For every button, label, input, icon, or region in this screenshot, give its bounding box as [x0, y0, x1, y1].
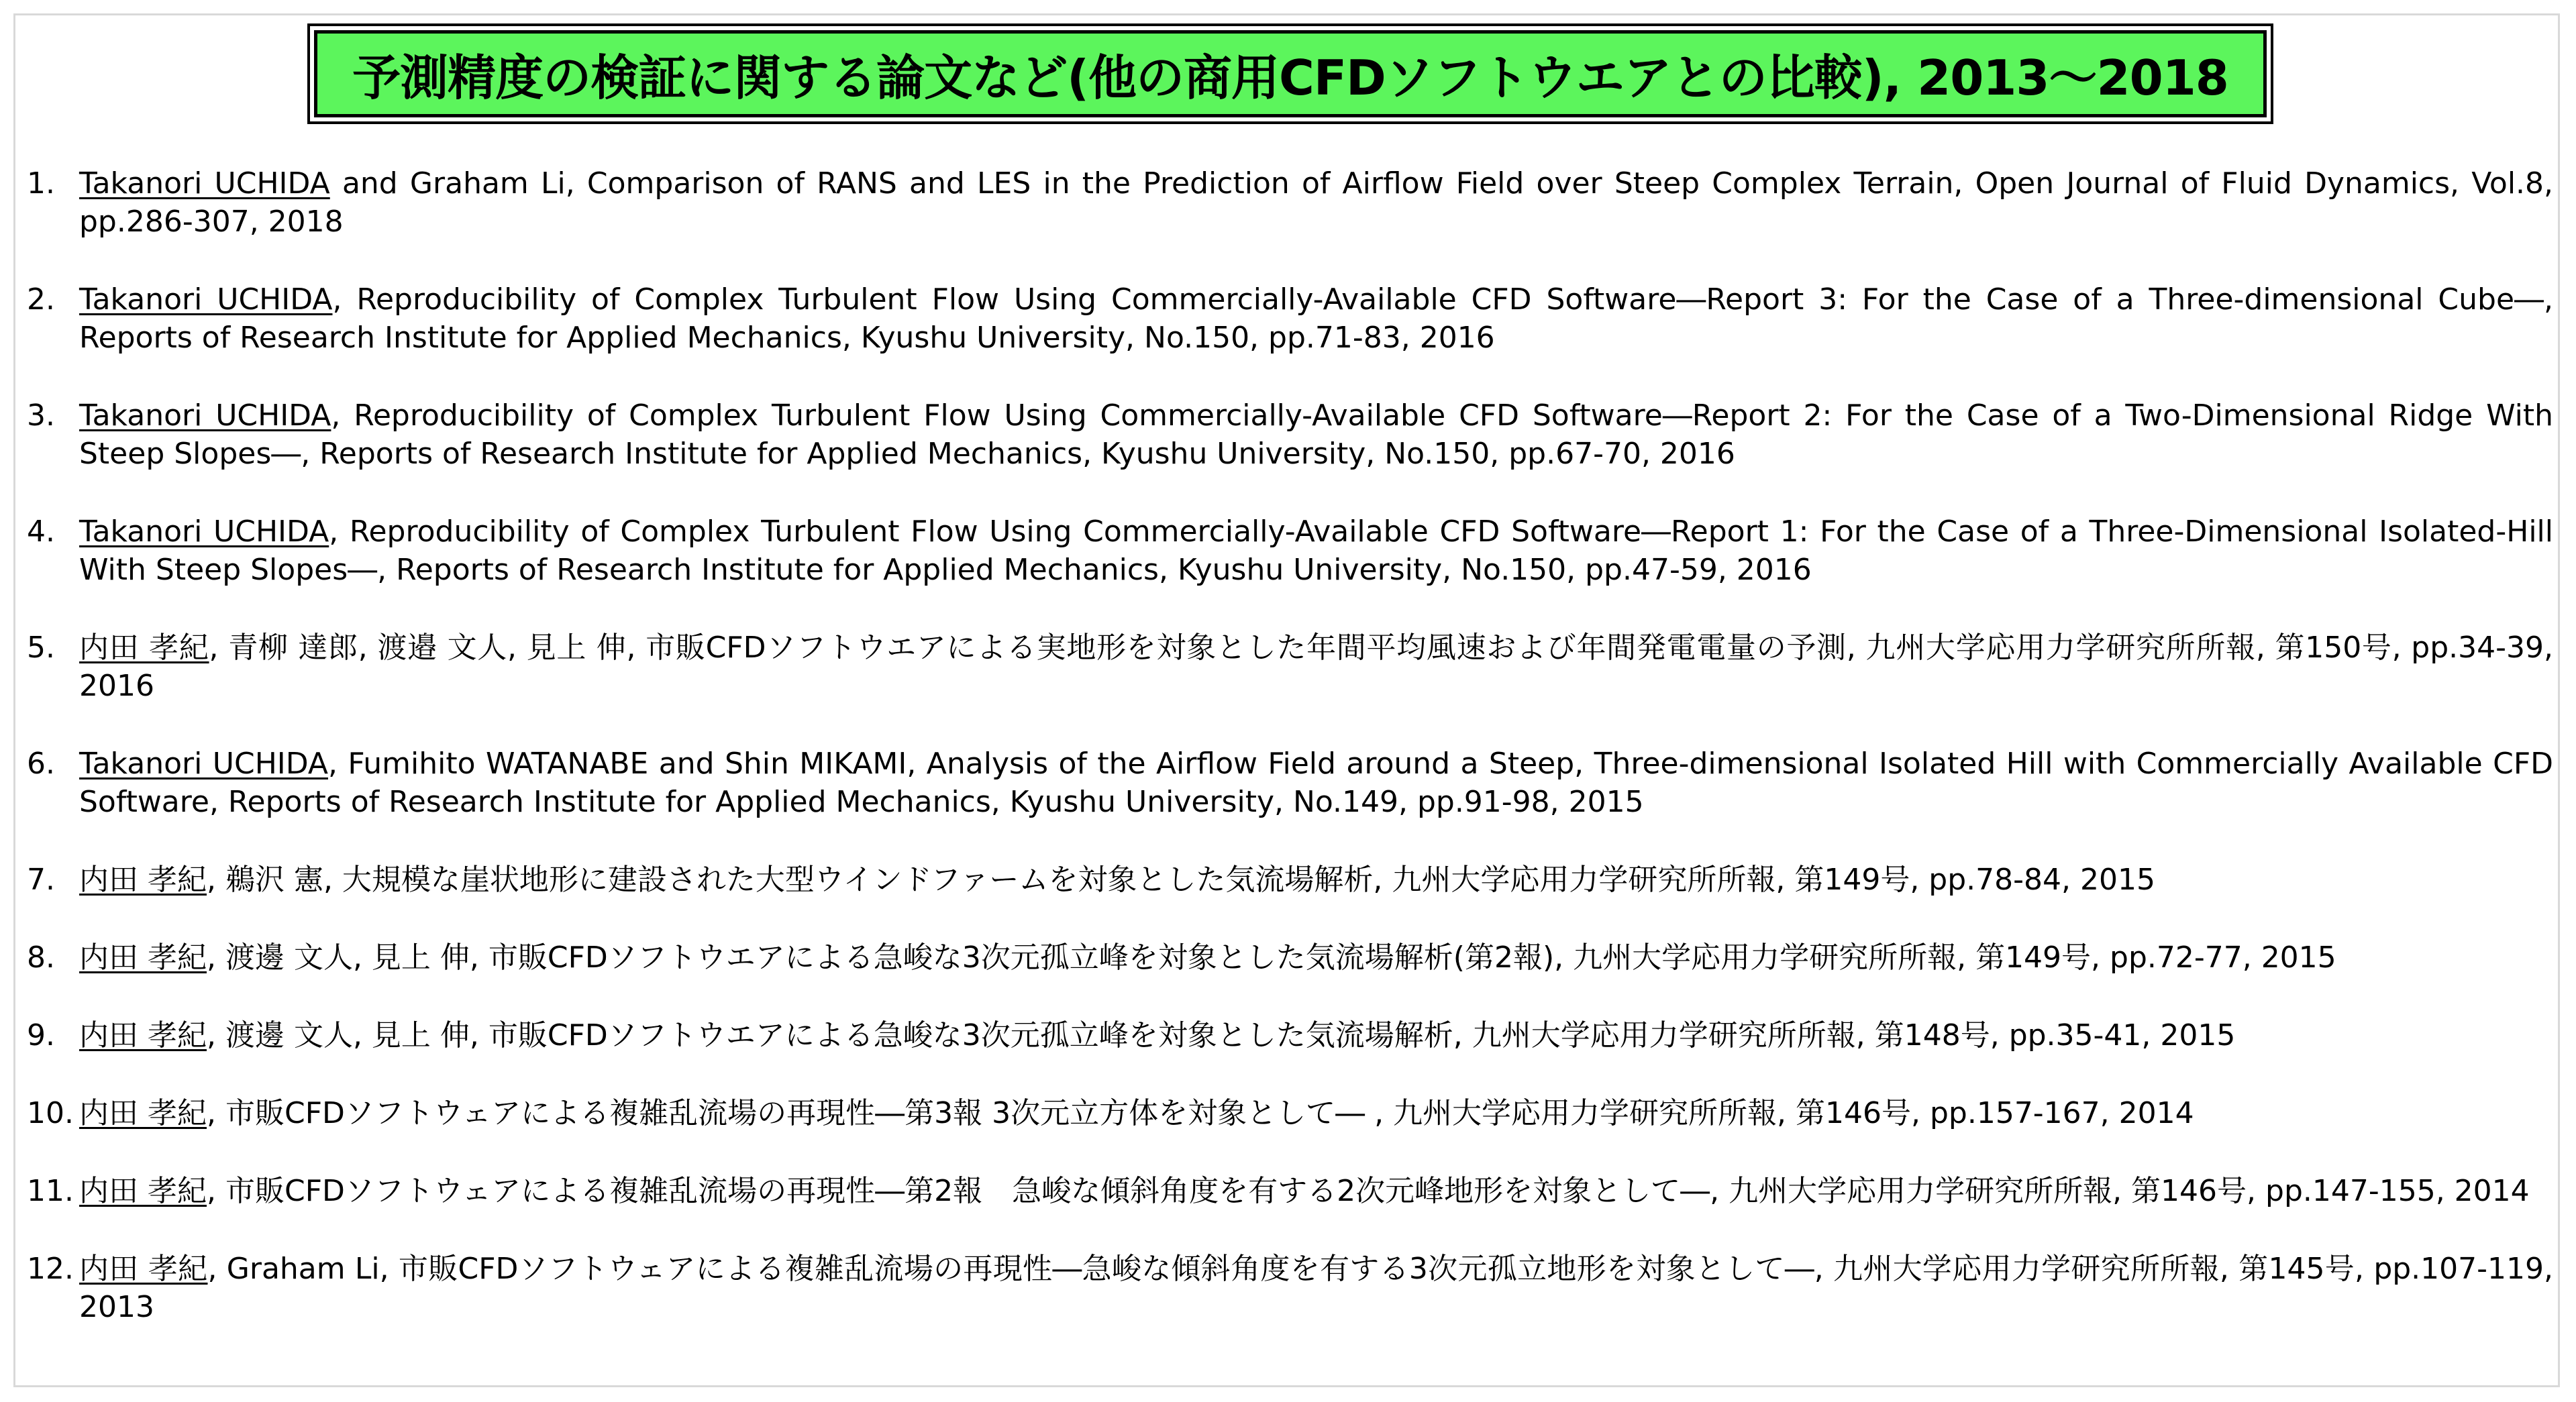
reference-number: 9.: [27, 1018, 55, 1053]
reference-number: 6.: [27, 747, 55, 781]
reference-text: , Reproducibility of Complex Turbulent Flow Using Commercially-Available CFD Software―Report 2: For the Case of a Two-Dimensional Ridge With Steep Slopes―, Reports of Research Institute for Applied Mechanics, Kyushu University, No.150, pp.67-70, 2016: [79, 398, 2554, 471]
reference-author: 内田 孝紀: [79, 1096, 207, 1130]
reference-text: , 鵜沢 憲, 大規模な崖状地形に建設された大型ウインドファームを対象とした気流場解析, 九州大学応用力学研究所所報, 第149号, pp.78-84, 2015: [207, 863, 2155, 897]
reference-author: Takanori UCHIDA: [79, 166, 330, 201]
reference-text: , 市販CFDソフトウェアによる複雑乱流場の再現性―第2報 急峻な傾斜角度を有する2次元峰地形を対象として―, 九州大学応用力学研究所所報, 第146号, pp.147-155, 2014: [207, 1174, 2530, 1208]
page-title: 予測精度の検証に関する論文など(他の商用CFDソフトウエアとの比較), 2013～2018: [352, 50, 2228, 106]
reference-author: Takanori UCHIDA: [79, 747, 328, 781]
reference-text: , 渡邊 文人, 見上 伸, 市販CFDソフトウエアによる急峻な3次元孤立峰を対象とした気流場解析, 九州大学応用力学研究所所報, 第148号, pp.35-41, 2015: [207, 1018, 2236, 1053]
list-item: [27, 280, 2553, 357]
reference-author: 内田 孝紀: [79, 1018, 207, 1053]
reference-number: 1.: [27, 166, 55, 201]
list-item: [27, 1094, 2553, 1132]
reference-author: Takanori UCHIDA: [79, 515, 329, 549]
reference-text: , 市販CFDソフトウェアによる複雑乱流場の再現性―第3報 3次元立方体を対象として― , 九州大学応用力学研究所所報, 第146号, pp.157-167, 2014: [207, 1096, 2194, 1130]
reference-author: 内田 孝紀: [79, 863, 207, 897]
reference-author: Takanori UCHIDA: [79, 398, 331, 433]
reference-number: 11.: [27, 1174, 74, 1208]
reference-number: 5.: [27, 631, 55, 665]
reference-list: [27, 164, 2553, 1366]
list-item: [27, 513, 2553, 589]
reference-number: 3.: [27, 398, 55, 433]
reference-text: , 青柳 達郎, 渡邉 文人, 見上 伸, 市販CFDソフトウエアによる実地形を対象とした年間平均風速および年間発電電量の予測, 九州大学応用力学研究所所報, 第150号, pp.34-39, 2016: [79, 631, 2553, 703]
list-item: [27, 396, 2553, 473]
reference-text: , Fumihito WATANABE and Shin MIKAMI, Analysis of the Airflow Field around a Steep, Three-dimensional Isolated Hill with Commercially Available CFD Software, Reports of Research Institute for Applied Mechanics, Kyushu University, No.149, pp.91-98, 2015: [79, 747, 2554, 819]
reference-number: 8.: [27, 940, 55, 975]
list-item: [27, 629, 2553, 705]
list-item: [27, 1016, 2553, 1055]
reference-number: 2.: [27, 282, 55, 317]
title-banner: [307, 23, 2273, 124]
reference-number: 12.: [27, 1252, 74, 1286]
list-item: [27, 1172, 2553, 1210]
title-banner-inner: [314, 30, 2267, 117]
reference-number: 4.: [27, 515, 55, 549]
reference-number: 7.: [27, 863, 55, 897]
reference-author: 内田 孝紀: [79, 940, 207, 975]
reference-author: 内田 孝紀: [79, 631, 209, 665]
list-item: [27, 1250, 2553, 1326]
reference-author: 内田 孝紀: [79, 1174, 207, 1208]
list-item: [27, 938, 2553, 977]
reference-text: , Reproducibility of Complex Turbulent Flow Using Commercially-Available CFD Software―Report 1: For the Case of a Three-Dimensional Isolated-Hill With Steep Slopes―, Reports of Research Institute for Applied Mechanics, Kyushu University, No.150, pp.47-59, 2016: [79, 515, 2553, 587]
reference-text: , Graham Li, 市販CFDソフトウェアによる複雑乱流場の再現性―急峻な傾斜角度を有する3次元孤立地形を対象として―, 九州大学応用力学研究所所報, 第145号, pp.107-119, 2013: [79, 1252, 2553, 1324]
reference-author: Takanori UCHIDA: [79, 282, 333, 317]
list-item: [27, 861, 2553, 899]
reference-text: and Graham Li, Comparison of RANS and LES in the Prediction of Airflow Field over Steep Complex Terrain, Open Journal of Fluid Dynamics, Vol.8, pp.286-307, 2018: [79, 166, 2554, 239]
list-item: [27, 164, 2553, 241]
reference-text: , 渡邊 文人, 見上 伸, 市販CFDソフトウエアによる急峻な3次元孤立峰を対象とした気流場解析(第2報), 九州大学応用力学研究所所報, 第149号, pp.72-77, 2015: [207, 940, 2336, 975]
reference-number: 10.: [27, 1096, 74, 1130]
reference-text: , Reproducibility of Complex Turbulent Flow Using Commercially-Available CFD Software―Report 3: For the Case of a Three-dimensional Cube―, Reports of Research Institute for Applied Mechanics, Kyushu University, No.150, pp.71-83, 2016: [79, 282, 2554, 355]
reference-author: 内田 孝紀: [79, 1252, 208, 1286]
list-item: [27, 745, 2553, 821]
